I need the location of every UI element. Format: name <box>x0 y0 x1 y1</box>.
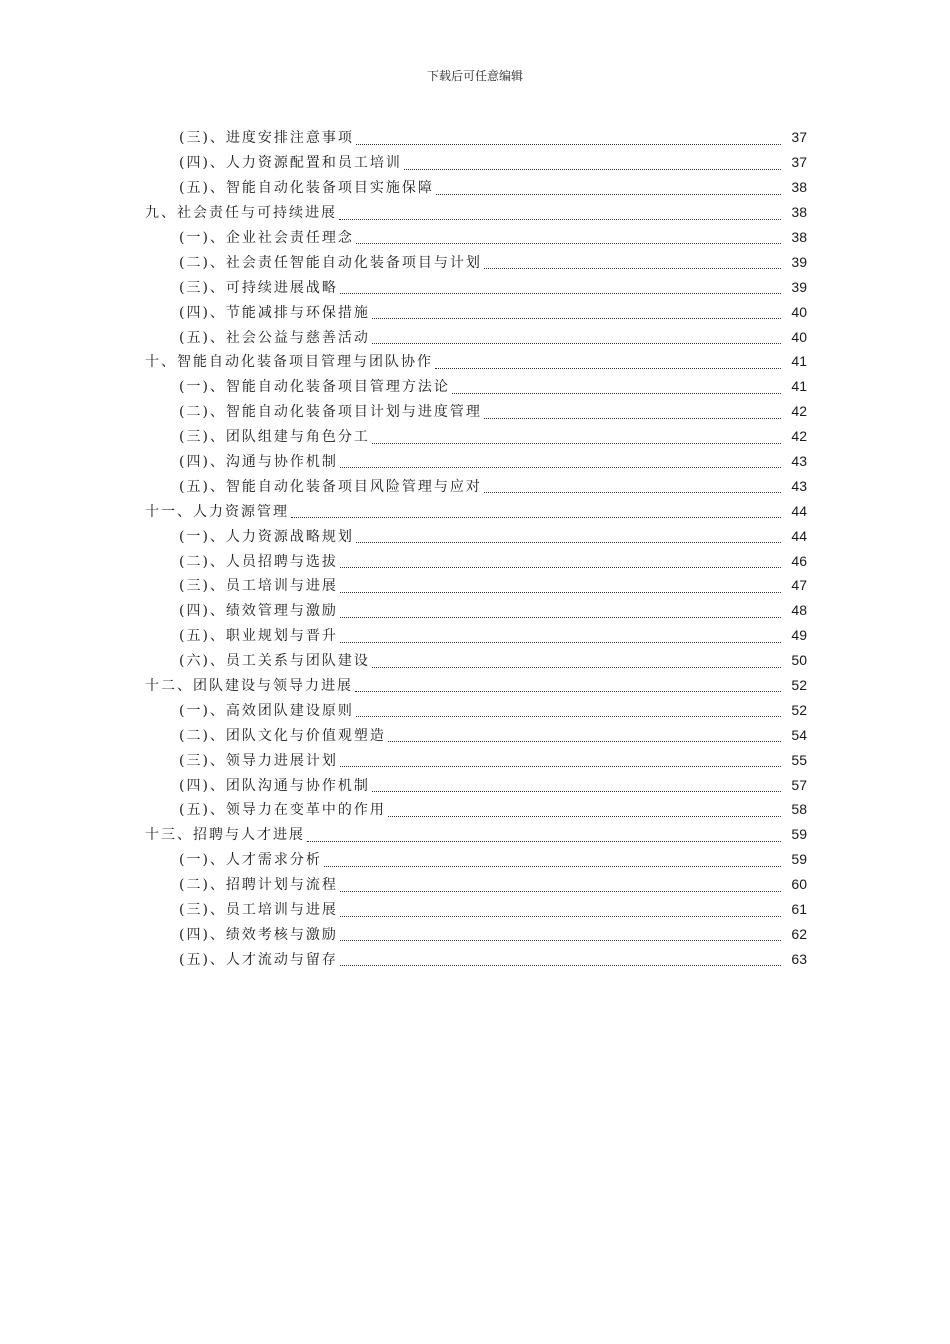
toc-page-number: 37 <box>791 154 807 171</box>
toc-page-number: 38 <box>791 204 807 221</box>
toc-dot-leader <box>484 491 781 493</box>
toc-entry-title: (四)、人力资源配置和员工培训 <box>179 155 402 172</box>
toc-entry-title: (二)、招聘计划与流程 <box>179 877 338 894</box>
toc-page-number: 46 <box>791 552 807 569</box>
toc-section-entry[interactable] <box>0 249 950 274</box>
toc-entry-title: (五)、社会公益与慈善活动 <box>179 329 370 346</box>
toc-dot-leader <box>372 666 781 668</box>
toc-dot-leader <box>372 342 781 344</box>
toc-page-number: 49 <box>791 627 807 644</box>
toc-dot-leader <box>339 218 781 220</box>
toc-page-number: 43 <box>791 477 807 494</box>
toc-entry-title: (二)、社会责任智能自动化装备项目与计划 <box>179 254 482 271</box>
toc-page-number: 60 <box>791 876 807 893</box>
toc-page-number: 59 <box>791 826 807 843</box>
toc-entry-title: (一)、人才需求分析 <box>179 852 322 869</box>
toc-page-number: 48 <box>791 602 807 619</box>
toc-dot-leader <box>324 865 781 867</box>
toc-dot-leader <box>356 143 781 145</box>
toc-entry-title: (四)、沟通与协作机制 <box>179 454 338 471</box>
toc-section-entry[interactable] <box>0 697 950 722</box>
toc-section-entry[interactable] <box>0 473 950 498</box>
toc-entry-title: (五)、人才流动与留存 <box>179 951 338 968</box>
toc-dot-leader <box>355 690 781 692</box>
toc-dot-leader <box>291 516 781 518</box>
toc-page-number: 50 <box>791 652 807 669</box>
toc-entry-title: 十一、人力资源管理 <box>145 503 289 520</box>
toc-page-number: 39 <box>791 253 807 270</box>
toc-chapter-entry[interactable] <box>0 673 950 698</box>
toc-entry-title: (二)、智能自动化装备项目计划与进度管理 <box>179 404 482 421</box>
toc-page-number: 47 <box>791 577 807 594</box>
toc-page-number: 38 <box>791 229 807 245</box>
toc-entry-title: (二)、人员招聘与选拔 <box>179 553 338 570</box>
toc-section-entry[interactable] <box>0 150 950 175</box>
toc-entry-title: (六)、员工关系与团队建设 <box>179 653 370 670</box>
toc-chapter-entry[interactable] <box>0 822 950 847</box>
toc-section-entry[interactable] <box>0 922 950 947</box>
toc-section-entry[interactable] <box>0 399 950 424</box>
toc-entry-title: (四)、绩效管理与激励 <box>179 603 338 620</box>
toc-section-entry[interactable] <box>0 573 950 598</box>
toc-dot-leader <box>340 765 781 767</box>
toc-section-entry[interactable] <box>0 175 950 200</box>
toc-section-entry[interactable] <box>0 897 950 922</box>
toc-entry-title: (五)、领导力在变革中的作用 <box>179 802 386 819</box>
toc-section-entry[interactable] <box>0 125 950 150</box>
toc-entry-title: (二)、团队文化与价值观塑造 <box>179 727 386 744</box>
toc-page-number: 40 <box>791 303 807 320</box>
toc-section-entry[interactable] <box>0 225 950 250</box>
toc-section-entry[interactable] <box>0 648 950 673</box>
toc-dot-leader <box>340 890 781 892</box>
toc-dot-leader <box>340 964 781 966</box>
toc-dot-leader <box>307 840 781 842</box>
toc-dot-leader <box>340 641 781 643</box>
toc-entry-title: (三)、团队组建与角色分工 <box>179 429 370 446</box>
toc-entry-title: (三)、进度安排注意事项 <box>179 130 354 147</box>
toc-page-number: 61 <box>791 901 807 918</box>
toc-entry-title: (一)、高效团队建设原则 <box>179 702 354 719</box>
toc-page-number: 58 <box>791 801 807 818</box>
toc-dot-leader <box>452 392 781 394</box>
toc-section-entry[interactable] <box>0 847 950 872</box>
toc-entry-title: 十三、招聘与人才进展 <box>145 827 305 844</box>
toc-entry-title: 十二、团队建设与领导力进展 <box>145 678 353 695</box>
toc-entry-title: (一)、智能自动化装备项目管理方法论 <box>179 379 450 396</box>
toc-entry-title: (四)、节能减排与环保措施 <box>179 304 370 321</box>
toc-page-number: 52 <box>791 677 807 694</box>
toc-dot-leader <box>340 939 781 941</box>
toc-page-number: 57 <box>791 776 807 793</box>
toc-dot-leader <box>340 915 781 917</box>
toc-dot-leader <box>356 242 781 244</box>
toc-section-entry[interactable] <box>0 449 950 474</box>
toc-section-entry[interactable] <box>0 424 950 449</box>
toc-entry-title: 九、社会责任与可持续进展 <box>145 205 337 222</box>
toc-dot-leader <box>340 292 781 294</box>
toc-section-entry[interactable] <box>0 598 950 623</box>
toc-dot-leader <box>340 591 781 593</box>
toc-section-entry[interactable] <box>0 946 950 971</box>
toc-dot-leader <box>372 442 781 444</box>
toc-page-number: 39 <box>791 278 807 295</box>
toc-dot-leader <box>372 790 781 792</box>
toc-entry-title: (三)、员工培训与进展 <box>179 902 338 919</box>
toc-dot-leader <box>484 267 781 269</box>
toc-entry-title: (四)、团队沟通与协作机制 <box>179 777 370 794</box>
toc-section-entry[interactable] <box>0 299 950 324</box>
toc-page-number: 37 <box>791 129 807 146</box>
table-of-contents <box>0 125 950 971</box>
toc-dot-leader <box>372 317 781 319</box>
toc-section-entry[interactable] <box>0 324 950 349</box>
toc-section-entry[interactable] <box>0 548 950 573</box>
toc-entry-title: (四)、绩效考核与激励 <box>179 926 338 943</box>
toc-entry-title: (五)、智能自动化装备项目风险管理与应对 <box>179 478 482 495</box>
toc-dot-leader <box>356 541 781 543</box>
toc-page-number: 44 <box>791 527 807 544</box>
toc-page-number: 41 <box>791 378 807 395</box>
toc-dot-leader <box>388 740 781 742</box>
toc-dot-leader <box>484 417 781 419</box>
toc-entry-title: (一)、人力资源战略规划 <box>179 528 354 545</box>
toc-dot-leader <box>340 616 781 618</box>
page-header: 下载后可任意编辑 <box>426 69 523 83</box>
toc-page-number: 42 <box>791 428 807 445</box>
toc-chapter-entry[interactable] <box>0 200 950 225</box>
toc-entry-title: (五)、智能自动化装备项目实施保障 <box>179 180 434 197</box>
toc-section-entry[interactable] <box>0 374 950 399</box>
toc-entry-title: (三)、员工培训与进展 <box>179 578 338 595</box>
toc-page-number: 44 <box>791 502 807 519</box>
toc-page-number: 43 <box>791 453 807 470</box>
toc-entry-title: (三)、可持续进展战略 <box>179 279 338 296</box>
toc-chapter-entry[interactable] <box>0 498 950 523</box>
toc-page-number: 52 <box>791 701 807 718</box>
toc-section-entry[interactable] <box>0 623 950 648</box>
toc-page-number: 41 <box>791 353 807 370</box>
toc-chapter-entry[interactable] <box>0 349 950 374</box>
toc-section-entry[interactable] <box>0 722 950 747</box>
toc-entry-title: (五)、职业规划与晋升 <box>179 628 338 645</box>
toc-section-entry[interactable] <box>0 523 950 548</box>
toc-section-entry[interactable] <box>0 772 950 797</box>
toc-section-entry[interactable] <box>0 747 950 772</box>
toc-dot-leader <box>404 168 781 170</box>
toc-page-number: 63 <box>791 950 807 967</box>
toc-dot-leader <box>340 466 781 468</box>
toc-page-number: 38 <box>791 179 807 196</box>
toc-entry-title: (一)、企业社会责任理念 <box>179 230 354 246</box>
toc-dot-leader <box>340 566 781 568</box>
toc-page-number: 54 <box>791 726 807 743</box>
toc-entry-title: 十、智能自动化装备项目管理与团队协作 <box>145 354 433 371</box>
toc-entry-title: (三)、领导力进展计划 <box>179 752 338 769</box>
toc-section-entry[interactable] <box>0 797 950 822</box>
toc-page-number: 42 <box>791 403 807 420</box>
toc-page-number: 59 <box>791 851 807 868</box>
toc-page-number: 40 <box>791 328 807 345</box>
toc-section-entry[interactable] <box>0 274 950 299</box>
toc-dot-leader <box>356 715 781 717</box>
toc-page-number: 55 <box>791 751 807 768</box>
toc-page-number: 62 <box>791 925 807 942</box>
toc-dot-leader <box>388 815 781 817</box>
toc-dot-leader <box>436 193 781 195</box>
toc-dot-leader <box>435 367 781 369</box>
toc-section-entry[interactable] <box>0 872 950 897</box>
